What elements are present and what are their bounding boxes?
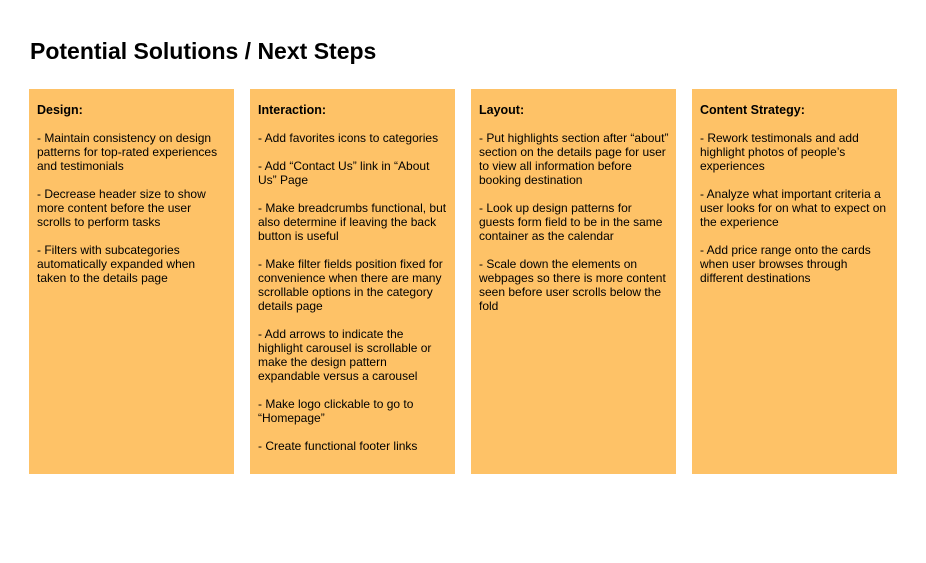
card-heading: Design: <box>37 103 83 117</box>
list-item: - Make logo clickable to go to “Homepage” <box>258 397 414 425</box>
design-card <box>29 89 234 474</box>
card-heading: Interaction: <box>258 103 327 117</box>
page-title: Potential Solutions / Next Steps <box>30 38 377 64</box>
layout-card <box>471 89 676 474</box>
list-item: - Look up design patterns for guests form field to be in the same container as the calendar <box>479 201 663 243</box>
solutions-board <box>29 89 897 474</box>
card-heading: Layout: <box>479 103 525 117</box>
card-item-list <box>479 131 669 313</box>
card-item-list <box>258 131 448 453</box>
list-item: - Make filter fields position fixed for convenience when there are many scrollable options in the category details page <box>258 257 443 313</box>
list-item: - Rework testimonals and add highlight photos of people’s experiences <box>700 131 859 173</box>
list-item: - Create functional footer links <box>258 439 418 453</box>
card-item-list <box>700 131 890 285</box>
list-item: - Add “Contact Us” link in “About Us” Page <box>258 159 430 187</box>
interaction-card <box>250 89 455 474</box>
list-item: - Scale down the elements on webpages so there is more content seen before user scrolls below the fold <box>479 257 666 313</box>
card-item-list <box>37 131 227 285</box>
list-item: - Add arrows to indicate the highlight carousel is scrollable or make the design pattern expandable versus a carousel <box>258 327 432 383</box>
list-item: - Make breadcrumbs functional, but also determine if leaving the back button is useful <box>258 201 447 243</box>
list-item: - Decrease header size to show more content before the user scrolls to perform tasks <box>37 187 206 229</box>
list-item: - Analyze what important criteria a user looks for on what to expect on the experience <box>700 187 887 229</box>
content-strategy-card <box>692 89 897 474</box>
list-item: - Filters with subcategories automatically expanded when taken to the details page <box>37 243 196 285</box>
card-heading: Content Strategy: <box>700 103 805 117</box>
list-item: - Put highlights section after “about” section on the details page for user to view all information before booking destination <box>479 131 669 187</box>
list-item: - Add favorites icons to categories <box>258 131 439 145</box>
list-item: - Add price range onto the cards when user browses through different destinations <box>700 243 871 285</box>
list-item: - Maintain consistency on design patterns for top-rated experiences and testimonials <box>37 131 218 173</box>
